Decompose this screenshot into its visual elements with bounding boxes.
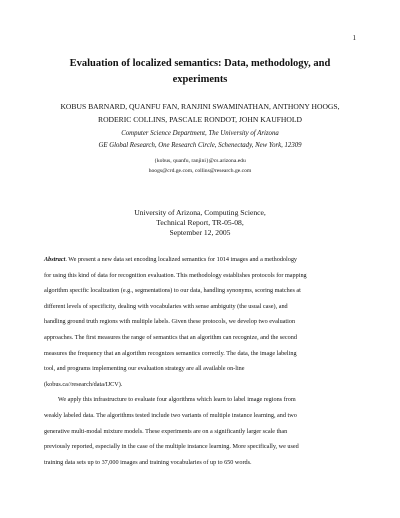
abstract-label: Abstract: [44, 256, 66, 263]
author-line: KOBUS BARNARD, QUANFU FAN, RANJINI SWAMINATHAN, ANTHONY HOOGS,: [60, 102, 340, 111]
abstract-line-text: . We present a new data set encoding localized semantics for 1014 images and a methodology: [65, 256, 298, 263]
author-emails: [20, 156, 380, 176]
email-line: {kobus, quanfu, ranjini}@cs.arizona.edu: [154, 158, 246, 164]
page-number: 1: [352, 34, 356, 42]
paragraph-line: generative multi-modal mixture models. These experiments are on a significantly larger scale than: [44, 427, 288, 435]
abstract-line: algorithm specific localization (e.g., segmentations) to our data, handling synonyms, scoring matches at: [44, 287, 301, 295]
email-line: hoogs@crd.ge.com, collins@research.ge.com: [148, 168, 252, 174]
abstract-line: approaches. The first measures the range of semantics that an algorithm can recognize, and the second: [44, 333, 297, 341]
abstract-line: tool, and programs implementing our evaluation strategy are all available on-line: [44, 365, 245, 373]
report-line: University of Arizona, Computing Science,: [134, 208, 266, 217]
affiliations: [20, 128, 380, 151]
report-info: [40, 208, 360, 238]
paper-title-line: Evaluation of localized semantics: Data, methodology, and: [69, 58, 331, 69]
paragraph-line: weakly labeled data. The algorithms tested include two variants of multiple instance learning, and two: [44, 411, 297, 419]
author-list: [20, 100, 380, 126]
author-line: RODERIC COLLINS, PASCALE RONDOT, JOHN KAUFHOLD: [98, 115, 302, 124]
abstract-section: [44, 252, 360, 470]
report-line: Technical Report, TR-05-08,: [156, 218, 244, 227]
report-date: September 12, 2005: [169, 228, 231, 237]
paragraph-line: previously reported, especially in the case of the multiple instance learning. More specifically, we used: [44, 443, 299, 451]
abstract-line: handling ground truth regions with multiple labels. Given these protocols, we develop two evaluation: [44, 318, 296, 326]
abstract-line: [44, 252, 360, 268]
paper-title: [40, 56, 360, 88]
affiliation-line: Computer Science Department, The University of Arizona: [121, 130, 279, 137]
paper-title-line: experiments: [172, 74, 228, 85]
affiliation-line: GE Global Research, One Research Circle, Schenectady, New York, 12309: [98, 141, 302, 149]
abstract-line: for using this kind of data for recognition evaluation. This methodology establishes protocols for mapping: [44, 271, 307, 279]
abstract-line: measures the frequency that an algorithm recognizes semantics correctly. The data, the image labeling: [44, 349, 297, 357]
abstract-line: (kobus.ca//research/data/IJCV).: [44, 380, 123, 388]
paragraph-line: We apply this infrastructure to evaluate four algorithms which learn to label image regions from: [58, 396, 296, 404]
abstract-line: different levels of specificity, dealing with vocabularies with sense ambiguity (the usual case), and: [44, 302, 288, 310]
paragraph-line: training data sets up to 37,000 images and training vocabularies of up to 650 words.: [44, 458, 252, 466]
